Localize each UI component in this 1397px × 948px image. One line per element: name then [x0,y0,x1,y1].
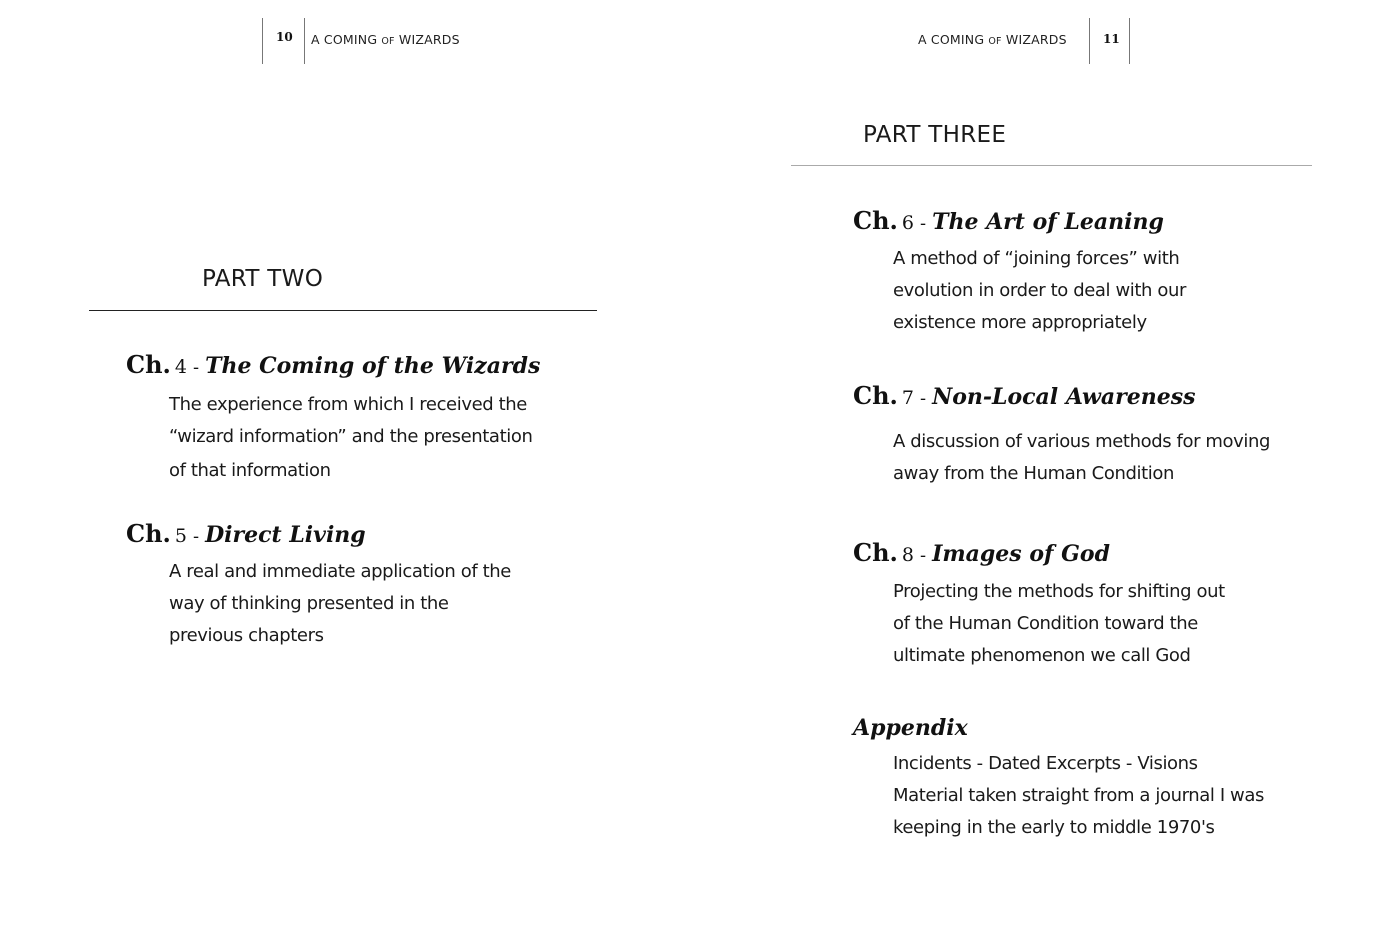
running-head [918,32,1067,47]
chapter-description [169,556,511,652]
running-head-text: A COMING [918,32,989,47]
running-head-text: A COMING [311,32,382,47]
running-head [311,32,460,47]
chapter-entry [126,519,511,652]
chapter-heading [126,519,511,552]
chapter-dash: - [193,526,200,547]
chapter-number: 4 [174,356,187,378]
chapter-label: Ch. [853,538,898,567]
chapter-heading [853,381,1270,414]
description-line: previous chapters [169,625,324,646]
appendix-description [893,748,1264,844]
chapter-description [169,389,540,487]
description-line: of that information [169,460,331,481]
description-line: evolution in order to deal with our [893,280,1186,301]
chapter-number: 5 [174,525,187,547]
running-head-small: OF [381,36,395,47]
chapter-heading [853,538,1225,571]
description-line: A method of “joining forces” with [893,248,1180,269]
chapter-heading [853,206,1186,239]
part-title: PART TWO [202,266,324,292]
left-page [0,0,698,948]
chapter-label: Ch. [126,519,171,548]
chapter-dash: - [920,545,927,566]
chapter-label: Ch. [126,350,171,379]
description-line: Projecting the methods for shifting out [893,581,1225,602]
page-number: 11 [1103,32,1120,46]
part-title: PART THREE [863,122,1007,148]
chapter-entry [853,538,1225,672]
description-line: “wizard information” and the presentation [169,426,533,447]
chapter-entry [853,206,1186,339]
header-divider [304,18,305,64]
chapter-label: Ch. [853,206,898,235]
chapter-title: The Art of Leaning [932,209,1164,235]
description-line: existence more appropriately [893,312,1147,333]
chapter-description [893,576,1225,672]
chapter-entry [126,350,540,487]
description-line: way of thinking presented in the [169,593,449,614]
appendix-heading: Appendix [853,715,968,741]
description-line: The experience from which I received the [169,394,527,415]
description-line: of the Human Condition toward the [893,613,1198,634]
chapter-number: 6 [901,212,914,234]
header-divider [1129,18,1130,64]
chapter-entry [853,381,1270,490]
chapter-title: Images of God [932,541,1110,567]
description-line: A real and immediate application of the [169,561,511,582]
chapter-title: Direct Living [205,522,366,548]
chapter-title: The Coming of the Wizards [205,353,541,379]
running-head-text: WIZARDS [1001,32,1067,47]
chapter-number: 8 [901,544,914,566]
header-divider [1089,18,1090,64]
running-head-text: WIZARDS [394,32,460,47]
chapter-description [893,426,1270,490]
part-rule [791,165,1312,166]
description-line: A discussion of various methods for moving [893,431,1271,452]
running-head-small: OF [988,36,1002,47]
chapter-dash: - [920,388,927,409]
page-number: 10 [276,30,293,44]
chapter-number: 7 [901,387,914,409]
description-line: ultimate phenomenon we call God [893,645,1191,666]
header-divider [262,18,263,64]
description-line: Material taken straight from a journal I was [893,785,1264,806]
description-line: away from the Human Condition [893,463,1174,484]
chapter-heading [126,350,540,383]
chapter-dash: - [920,213,927,234]
appendix-entry [853,713,1264,844]
chapter-description [893,243,1186,339]
chapter-dash: - [193,357,200,378]
chapter-title: Non-Local Awareness [932,384,1196,410]
right-page [698,0,1397,948]
part-rule [89,310,597,311]
appendix-subtitle: Incidents - Dated Excerpts - Visions [893,753,1198,774]
description-line: keeping in the early to middle 1970's [893,817,1215,838]
chapter-label: Ch. [853,381,898,410]
